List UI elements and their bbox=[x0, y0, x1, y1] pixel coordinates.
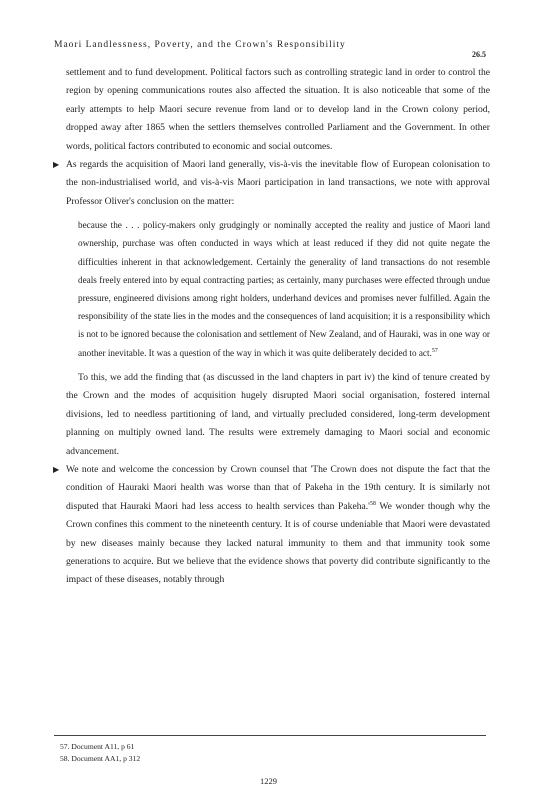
footnote-58: 58. Document AA1, p 312 bbox=[60, 754, 141, 763]
bullet-arrow-icon: ▶ bbox=[53, 160, 60, 170]
bullet-1-text: As regards the acquisition of Maori land generally, vis-à-vis the inevitable flow of European colonisation to the non-industrialised world, and vis-à-vis Maori participation in land transactions, we note with approval Professor Oliver's conclusion on the matter: bbox=[66, 159, 490, 207]
paragraph-1: settlement and to fund development. Political factors such as controlling strategic land in order to control the region by opening communications routes also affected the situation. It is also noticeable that some of the early attempts to help Maori secure revenue from land or to develop land in the Crown colony period, dropped away after 1865 when the settlers themselves controlled Parliament and the Government. In other words, political factors contributed to economic and social outcomes. bbox=[66, 67, 490, 152]
block-quote bbox=[78, 216, 490, 362]
paragraph-2: To this, we add the finding that (as discussed in the land chapters in part iv) the kind of tenure created by the Crown and the modes of acquisition hugely disrupted Maori social organisation, fostered internal divisions, led to needless partitioning of land, and virtually precluded considered, long-term development planning on multiply owned land. The results were extremely damaging to Maori social and economic advancement. bbox=[66, 371, 490, 457]
footnote-57: 57. Document A11, p 61 bbox=[60, 742, 135, 751]
bullet-2-text-a: We note and welcome the concession by Crown counsel that 'The Crown does not dispute the fact that the condition of Hauraki Maori health was worse than that of Pakeha in the 19th century. It is similarly not disputed that Hauraki Maori had less access to health services than Pakeha.' bbox=[66, 463, 490, 512]
bullet-2-text-b: We wonder though why the Crown confines this comment to the nineteenth century. It is of course undeniable that Maori were devastated by new diseases mainly because they lacked natural immunity to them and that immunity took some generations to acquire. But we believe that the evidence shows that poverty did contribute significantly to the impact of these diseases, notably through bbox=[66, 500, 490, 586]
footnotes bbox=[60, 741, 140, 765]
section-number: 26.5 bbox=[472, 50, 486, 59]
page-number: 1229 bbox=[260, 776, 277, 786]
body-text bbox=[53, 64, 490, 590]
bullet-paragraph-1 bbox=[53, 156, 490, 211]
bullet-arrow-icon: ▶ bbox=[53, 464, 60, 474]
quote-text: because the . . . policy-makers only grudgingly or nominally accepted the reality and justice of Maori land ownership, purchase was often conducted in ways which at least reduced if they did not quite negate the difficulties inherent in that acknowledgement. Certainly the generality of land transactions do not resemble deals freely entered into by equal contracting parties; as certainly, many purchases were effected through undue pressure, engineered divisions among right holders, underhand devices and promises never fulfilled. Again the responsibility of the state lies in the modes and the consequences of land acquisition; it is a responsibility which is not to be ignored because the colonisation and settlement of New Zealand, and of Hauraki, was in one way or another inevitable. It was a question of the way in which it was quite deliberately decided to act. bbox=[78, 220, 490, 358]
footnote-divider bbox=[54, 735, 486, 736]
footnote-ref-57[interactable]: 57 bbox=[431, 347, 438, 354]
bullet-paragraph-2 bbox=[53, 461, 490, 590]
footnote-ref-58[interactable]: 58 bbox=[369, 500, 376, 507]
running-head: Maori Landlessness, Poverty, and the Crown's Responsibility bbox=[54, 40, 346, 50]
